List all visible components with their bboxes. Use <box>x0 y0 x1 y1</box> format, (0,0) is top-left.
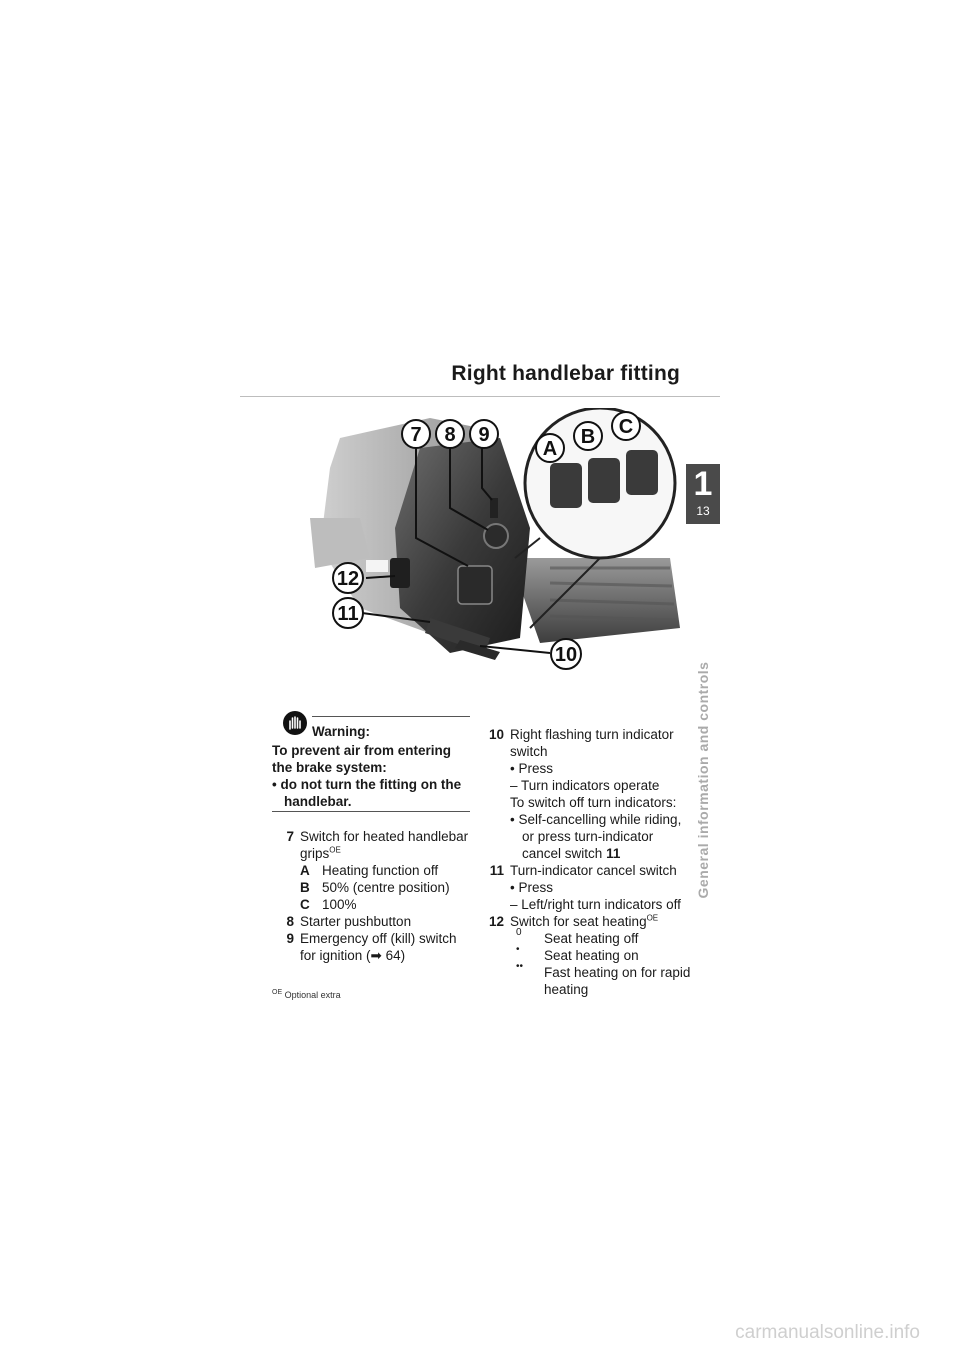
list-item: 11 Turn-indicator cancel switch • Press – Left/right turn indicators off <box>482 862 692 913</box>
list-item: 10 Right flashing turn indicator switch • Press – Turn indicators operate To switch off turn indicators: • Self-cancelling while riding, or press turn-indicator cancel switch 11 <box>482 726 692 862</box>
optional-extra-mark: OE <box>646 913 659 923</box>
legend-column-2 <box>482 726 692 998</box>
item-number: 12 <box>488 914 504 929</box>
list-subitem: •• Fast heating on for rapid heating <box>510 964 692 998</box>
chapter-tab <box>686 464 720 524</box>
item-label: Switch for seat heating <box>510 914 647 929</box>
item-label: Emergency off (kill) switch for ignition ( <box>300 931 457 963</box>
warning-hand-icon <box>282 710 308 736</box>
item-number: 7 <box>286 829 294 844</box>
title-divider <box>240 396 720 397</box>
seat-symbol: • <box>516 944 520 955</box>
optional-extra-mark: OE <box>329 845 341 855</box>
list-subitem: C 100% <box>300 897 357 912</box>
chapter-number: 1 <box>693 465 713 503</box>
item-label: Right flashing turn indicator switch <box>510 727 674 759</box>
callout-8: 8 <box>444 424 456 446</box>
seat-symbol: •• <box>516 961 524 972</box>
page-title: Right handlebar fitting <box>451 362 680 385</box>
item-number: 10 <box>488 727 504 742</box>
page-ref: 64 <box>385 948 401 963</box>
section-label: General information and controls <box>695 661 711 899</box>
warning-rule-bottom <box>272 811 470 812</box>
list-item <box>272 913 472 930</box>
item-number: 9 <box>286 931 294 946</box>
list-item <box>272 828 472 913</box>
legend-column-1 <box>272 828 472 964</box>
item-number: 8 <box>286 914 294 929</box>
item-label: Switch for heated handlebar grips <box>300 829 469 861</box>
page-ref-arrow-icon: ➡ <box>370 948 386 963</box>
page-number: 13 <box>696 504 710 518</box>
warning-rule-top <box>312 716 470 717</box>
item-label: Starter pushbutton <box>300 914 412 929</box>
list-subitem: A Heating function off <box>300 863 439 878</box>
list-subitem: 0 Seat heating off <box>510 930 692 947</box>
callout-9: 9 <box>478 424 490 446</box>
warning-text: To prevent air from entering the brake system: <box>272 743 452 775</box>
item-number: 11 <box>489 863 504 878</box>
callout-c: C <box>618 416 634 438</box>
callout-10: 10 <box>554 644 578 666</box>
handlebar-illustration <box>300 408 680 688</box>
seat-symbol: 0 <box>516 927 522 938</box>
callout-11: 11 <box>337 603 359 625</box>
callout-b: B <box>580 426 596 448</box>
footnote: $^{OE}$ Optional extra <box>272 989 341 1000</box>
list-item: 9 Emergency off (kill) switch for ignition (➡ 64) <box>272 930 472 964</box>
callout-12: 12 <box>336 568 360 590</box>
list-subitem: B 50% (centre position) <box>300 880 450 895</box>
list-item <box>482 913 692 998</box>
warning-bullet: do not turn the fitting on the handlebar. <box>280 777 462 809</box>
item-label: Turn-indicator cancel switch <box>510 863 677 878</box>
warning-title: Warning: <box>312 724 370 739</box>
list-subitem: • Seat heating on <box>510 947 692 964</box>
callout-a: A <box>542 438 558 460</box>
callout-7: 7 <box>410 424 422 446</box>
watermark: carmanualsonline.info <box>735 1322 920 1343</box>
